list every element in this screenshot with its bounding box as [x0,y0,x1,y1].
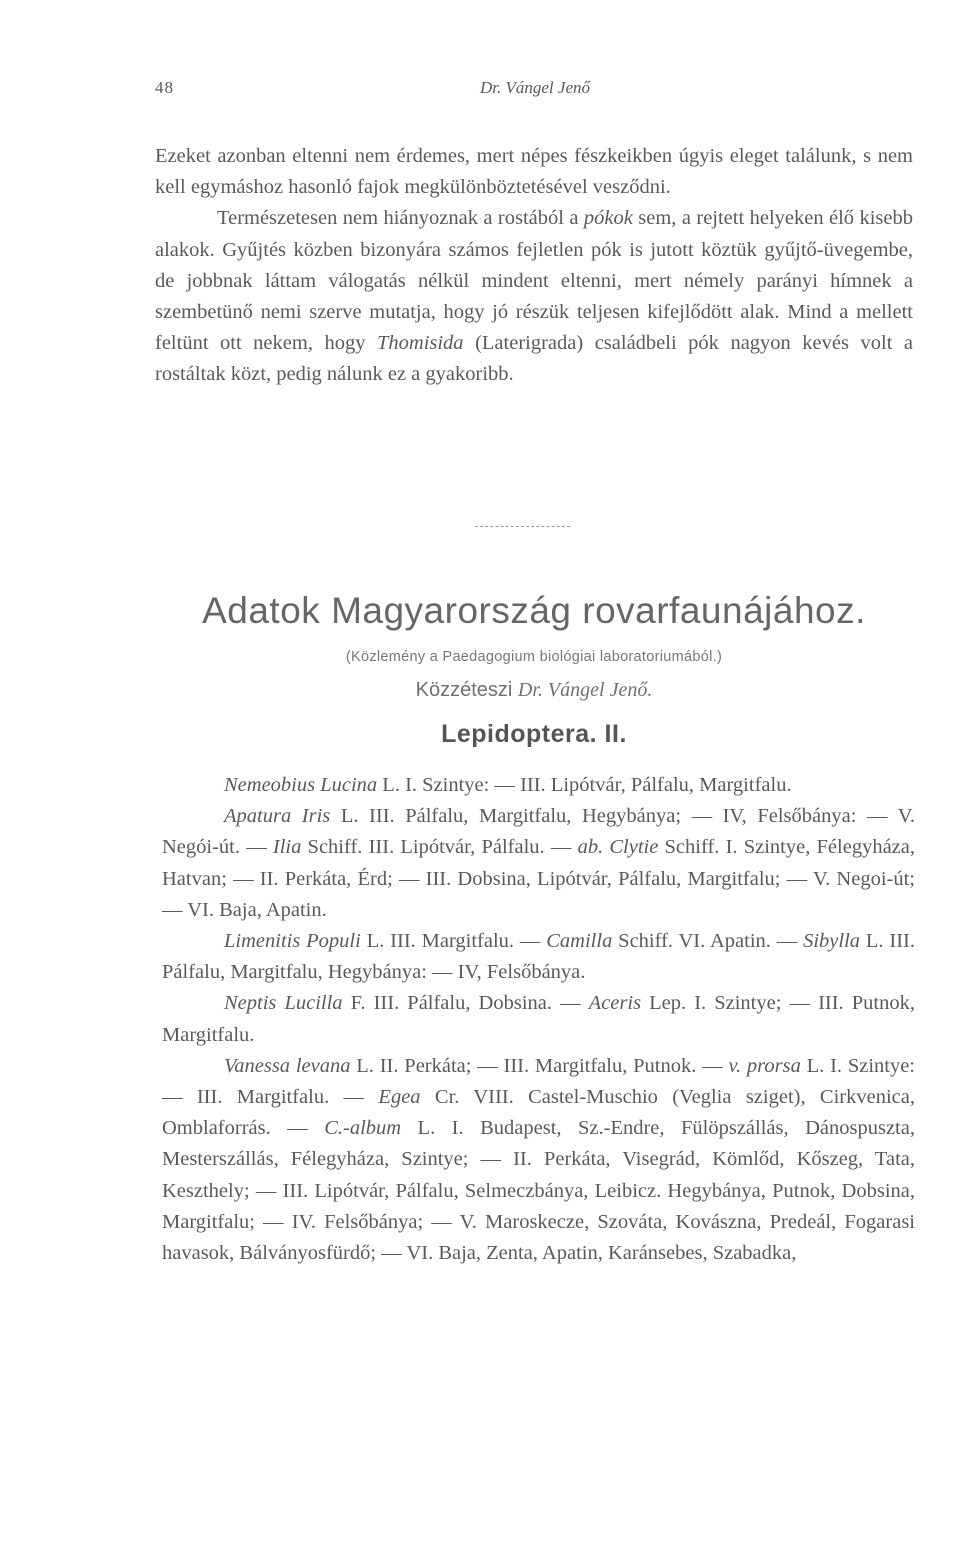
text-run: Ezeket azonban eltenni nem érdemes, mert népes fészkeikben úgyis eleget találunk, s nem kell egymáshoz hasonló fajok megkülönböztetésével vesződni. [155,145,913,199]
publisher-prefix: Közzéteszi [415,679,518,701]
taxon-name: Apatura Iris [224,805,331,828]
taxon-name: Camilla [546,930,613,953]
text-run: L. I. Szintye: — III. Lipótvár, Pálfalu, Margitfalu. [377,774,792,796]
species-entry [162,801,915,926]
text-run: L. I. Budapest, Sz.-Endre, Fülöpszállás, Dánospuszta, Mesterszállás, Félegyháza, Szintye; — II. Perkáta, Visegrád, Kömlőd, Kőszeg, Tata, Keszthely; — III. Lipótvár, Pálfalu, Selmeczbánya, Leibicz. Hegybánya, Putnok, Dobsina, Margitfalu; — IV. Felsőbánya; — V. Maroskecze, Szováta, Kovászna, Predeál, Fogarasi havasok, Bálványosfürdő; — VI. Baja, Zenta, Apatin, Karánsebes, Szabadka, [162,1117,915,1265]
species-entries [162,770,915,1269]
species-entry [162,988,915,1050]
text-run: L. III. Pálfalu, Margitfalu, Hegybánya; — IV, Felsőbánya: — V. Negói-út. — [162,805,915,859]
publisher-name: Dr. Vángel Jenő. [517,679,653,701]
article-publisher [155,679,913,702]
taxon-name: Ilia [272,836,302,859]
section-heading: Lepidoptera. II. [441,720,627,748]
taxon-name: C.-album [324,1117,402,1140]
text-run: (Laterigrada) családbeli pók nagyon kevés volt a rostáltak közt, pedig nálunk ez a gyakoribb. [155,332,914,386]
text-run: Schiff. III. Lipótvár, Pálfalu. — [301,836,578,859]
article-subtitle: (Közlemény a Paedagogium biológiai laboratoriumából.) [345,649,723,665]
species-entry [162,1051,915,1269]
text-run: Schiff. I. Szintye, Félegyháza, Hatvan; — II. Perkáta, Érd; — III. Dobsina, Lipótvár, Pálfalu, Margitfalu; — V. Negoi-út; — VI. Baja, Apatin. [162,836,915,921]
paragraph [155,141,913,203]
text-run: L. III. Pálfalu, Margitfalu, Hegybánya: — IV, Felsőbánya. [162,930,915,984]
species-entry [162,770,915,801]
text-run: L. I. Szintye: — III. Margitfalu. — [162,1054,916,1109]
running-title: Dr. Vángel Jenő [479,78,590,97]
text-run: sem, a rejtett helyeken élő kisebb alakok. Gyűjtés közben bizonyára számos fejletlen pók is jutott köztük gyűjtő-üvegembe, de jobbnak láttam válogatás nélkül mindent eltenni, mert némely parányi hímnek a szembetünő nemi szerve mutatja, hogy jó részük teljesen kifejlődött alak. Mind a mellett feltünt ott nekem, hogy [155,207,913,355]
taxon-name: Thomisida [376,332,464,355]
text-run: L. II. Perkáta; — III. Margitfalu, Putnok. — [350,1054,729,1077]
taxon-name: Nemeobius Lucina [224,774,378,796]
taxon-name: Aceris [588,992,642,1015]
taxon-name: Limenitis Populi [224,930,361,953]
taxon-name: Vanessa levana [224,1054,351,1077]
article-title: Adatok Magyarország rovarfaunájához. [202,590,866,631]
page-header [155,78,915,104]
taxon-name: Egea [378,1086,421,1109]
taxon-name: pókok [583,207,633,230]
species-entry [162,926,915,988]
text-run: Lep. I. Szintye; — III. Putnok, Margitfalu. [162,992,915,1046]
taxon-name: Sibylla [803,930,861,953]
page-number: 48 [155,78,174,97]
text-run: L. III. Margitfalu. — [360,930,547,953]
taxon-name: ab. Clytie [577,836,659,859]
text-run: F. III. Pálfalu, Dobsina. — [342,992,589,1015]
text-run: Cr. VIII. Castel-Muschio (Veglia sziget), Cirkvenica, Omblaforrás. — [162,1086,915,1140]
text-run: Természetesen nem hiányoznak a rostából a [217,207,584,230]
body-text [155,141,913,391]
section-divider [475,526,570,527]
taxon-name: Neptis Lucilla [224,992,343,1015]
text-run: Schiff. VI. Apatin. — [612,930,804,953]
taxon-name: v. prorsa [728,1054,801,1077]
paragraph [155,203,913,390]
